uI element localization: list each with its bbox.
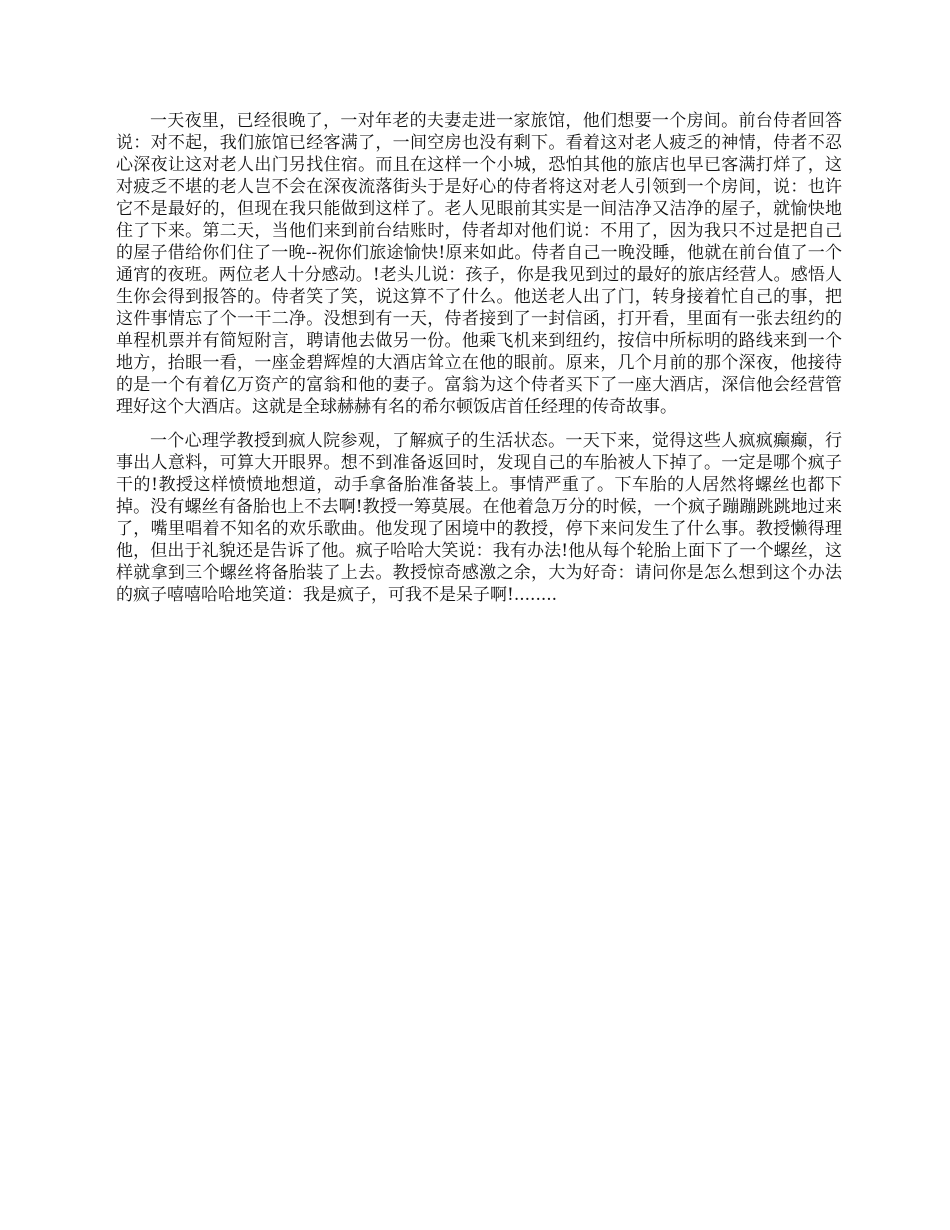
- paragraph-hotel-story: 一天夜里，已经很晚了，一对年老的夫妻走进一家旅馆，他们想要一个房间。前台侍者回答说：对不起，我们旅馆已经客满了，一间空房也没有剩下。看着这对老人疲乏的神情，侍者不忍心深夜让这对老人出门另找住宿。而且在这样一个小城，恐怕其他的旅店也早已客满打烊了，这对疲乏不堪的老人岂不会在深夜流落街头于是好心的侍者将这对老人引领到一个房间，说：也许它不是最好的，但现在我只能做到这样了。老人见眼前其实是一间洁净又洁净的屋子，就愉快地住了下来。第二天，当他们来到前台结账时，侍者却对他们说：不用了，因为我只不过是把自己的屋子借给你们住了一晚--祝你们旅途愉快!原来如此。侍者自己一晚没睡，他就在前台值了一个通宵的夜班。两位老人十分感动。!老头儿说：孩子，你是我见到过的最好的旅店经营人。感悟人生你会得到报答的。侍者笑了笑，说这算不了什么。他送老人出了门，转身接着忙自己的事，把这件事情忘了个一干二净。没想到有一天，侍者接到了一封信函，打开看，里面有一张去纽约的单程机票并有简短附言，聘请他去做另一份。他乘飞机来到纽约，按信中所标明的路线来到一个地方，抬眼一看，一座金碧辉煌的大酒店耸立在他的眼前。原来，几个月前的那个深夜，他接待的是一个有着亿万资产的富翁和他的妻子。富翁为这个侍者买下了一座大酒店，深信他会经营管理好这个大酒店。这就是全球赫赫有名的希尔顿饭店首任经理的传奇故事。: [116, 111, 842, 417]
- paragraph-professor-story: 一个心理学教授到疯人院参观，了解疯子的生活状态。一天下来，觉得这些人疯疯癫癫，行事出人意料，可算大开眼界。想不到准备返回时，发现自己的车胎被人下掉了。一定是哪个疯子干的!教授这样愤愤地想道，动手拿备胎准备装上。事情严重了。下车胎的人居然将螺丝也都下掉。没有螺丝有备胎也上不去啊!教授一筹莫展。在他着急万分的时候，一个疯子蹦蹦跳跳地过来了，嘴里唱着不知名的欢乐歌曲。他发现了困境中的教授，停下来问发生了什么事。教授懒得理他，但出于礼貌还是告诉了他。疯子哈哈大笑说：我有办法!他从每个轮胎上面下了一个螺丝，这样就拿到三个螺丝将备胎装了上去。教授惊奇感激之余，大为好奇：请问你是怎么想到这个办法的疯子嘻嘻哈哈地笑道：我是疯子，可我不是呆子啊!........: [116, 431, 842, 605]
- document-body: [116, 110, 842, 618]
